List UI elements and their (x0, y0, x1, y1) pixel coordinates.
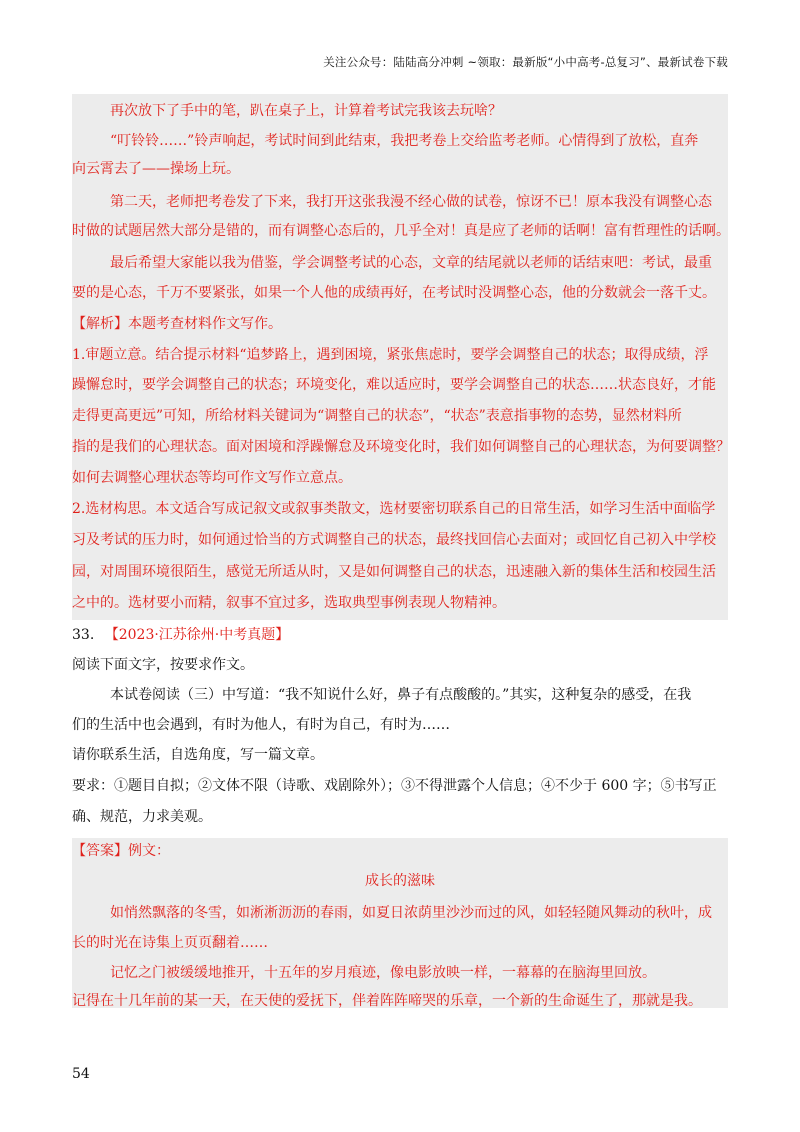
analysis-point-1-line-1: 1.审题立意。结合提示材料“追梦路上，遇到困境，紧张焦虑时，要学会调整自己的状态；取得成绩，浮 (72, 347, 709, 363)
question-instruction: 阅读下面文字，按要求作文。 (72, 657, 254, 673)
analysis-point-2-line-2: 习及考试的压力时，如何通过恰当的方式调整自己的状态，最终找回信心去面对；或回忆自己初入中学校 (72, 532, 716, 548)
analysis-point-1-line-3: 走得更高更远”可知，所给材料关键词为“调整自己的状态”，“状态”表意指事物的态势，显然材料所 (72, 408, 682, 424)
question-prompt-line-2: 们的生活中也会遇到，有时为他人，有时为自己，有时为…… (72, 717, 450, 733)
essay-paragraph-1: 再次放下了手中的笔，趴在桌子上，计算着考试完我该去玩啥？ (110, 103, 502, 119)
question-prompt-line-1: 本试卷阅读（三）中写道：“我不知说什么好，鼻子有点酸酸的。”其实，这种复杂的感受，在我 (110, 687, 692, 703)
analysis-point-2-line-3: 园，对周围环境很陌生，感觉无所适从时，又是如何调整自己的状态，迅速融入新的集体生活和校园生活 (72, 564, 716, 580)
analysis-point-1-line-5: 如何去调整心理状态等均可作文写作立意点。 (72, 470, 352, 486)
answer-essay-title: 成长的滋味 (365, 873, 435, 889)
answer-paragraph-1-line-1: 如悄然飘落的冬雪，如淅淅沥沥的春雨，如夏日浓荫里沙沙而过的风，如轻轻随风舞动的秋叶，成 (110, 905, 712, 921)
analysis-point-1-line-4: 指的是我们的心理状态。面对困境和浮躁懈怠及环境变化时，我们如何调整自己的心理状态，为何要调整？ (72, 439, 730, 455)
answer-paragraph-3: 记得在十几年前的某一天，在天使的爱抚下，伴着阵阵啼哭的乐章，一个新的生命诞生了，那就是我。 (72, 993, 702, 1009)
page-header: 关注公众号：陆陆高分冲刺 ~领取：最新版“小中高考-总复习”、最新试卷下载 (323, 55, 728, 69)
analysis-heading: 【解析】本题考查材料作文写作。 (72, 316, 282, 332)
question-heading (72, 626, 289, 644)
question-requirements-line-1: 要求：①题目自拟；②文体不限（诗歌、戏剧除外）；③不得泄露个人信息；④不少于 600 字；⑤书写正 (72, 778, 717, 794)
answer-shaded-block (72, 838, 728, 1008)
essay-paragraph-4-line-2: 要的是心态，千万不要紧张，如果一个人他的成绩再好，在考试时没调整心态，他的分数就会一落千丈。 (72, 285, 716, 301)
question-number: 33. (72, 627, 95, 643)
analysis-point-2-line-1: 2.选材构思。本文适合写成记叙文或叙事类散文，选材要密切联系自己的日常生活，如学习生活中面临学 (72, 501, 716, 517)
answer-label: 【答案】例文： (72, 843, 170, 859)
question-task: 请你联系生活，自选角度，写一篇文章。 (72, 747, 324, 763)
essay-paragraph-2-line-2: 向云霄去了——操场上玩。 (72, 161, 240, 177)
page-number: 54 (72, 1066, 90, 1082)
answer-paragraph-1-line-2: 长的时光在诗集上页页翻着…… (72, 935, 268, 951)
essay-paragraph-2-line-1: “叮铃铃……”铃声响起，考试时间到此结束，我把考卷上交给监考老师。心情得到了放松，直奔 (110, 133, 699, 149)
analysis-point-1-line-2: 躁懈怠时，要学会调整自己的状态；环境变化，难以适应时，要学会调整自己的状态……状态良好，才能 (72, 377, 716, 393)
essay-paragraph-3-line-2: 时做的试题居然大部分是错的，而有调整心态后的，几乎全对！真是应了老师的话啊！富有哲理性的话啊。 (72, 223, 730, 239)
question-source: 【2023·江苏徐州·中考真题】 (104, 627, 290, 643)
essay-paragraph-4-line-1: 最后希望大家能以我为借鉴，学会调整考试的心态，文章的结尾就以老师的话结束吧：考试，最重 (110, 255, 712, 271)
analysis-point-2-line-4: 之中的。选材要小而精，叙事不宜过多，选取典型事例表现人物精神。 (72, 595, 506, 611)
essay-paragraph-3-line-1: 第二天，老师把考卷发了下来，我打开这张我漫不经心做的试卷，惊讶不已！原本我没有调整心态 (110, 194, 712, 210)
question-requirements-line-2: 确、规范，力求美观。 (72, 809, 212, 825)
answer-paragraph-2: 记忆之门被缓缓地推开，十五年的岁月痕迹，像电影放映一样，一幕幕的在脑海里回放。 (110, 965, 656, 981)
